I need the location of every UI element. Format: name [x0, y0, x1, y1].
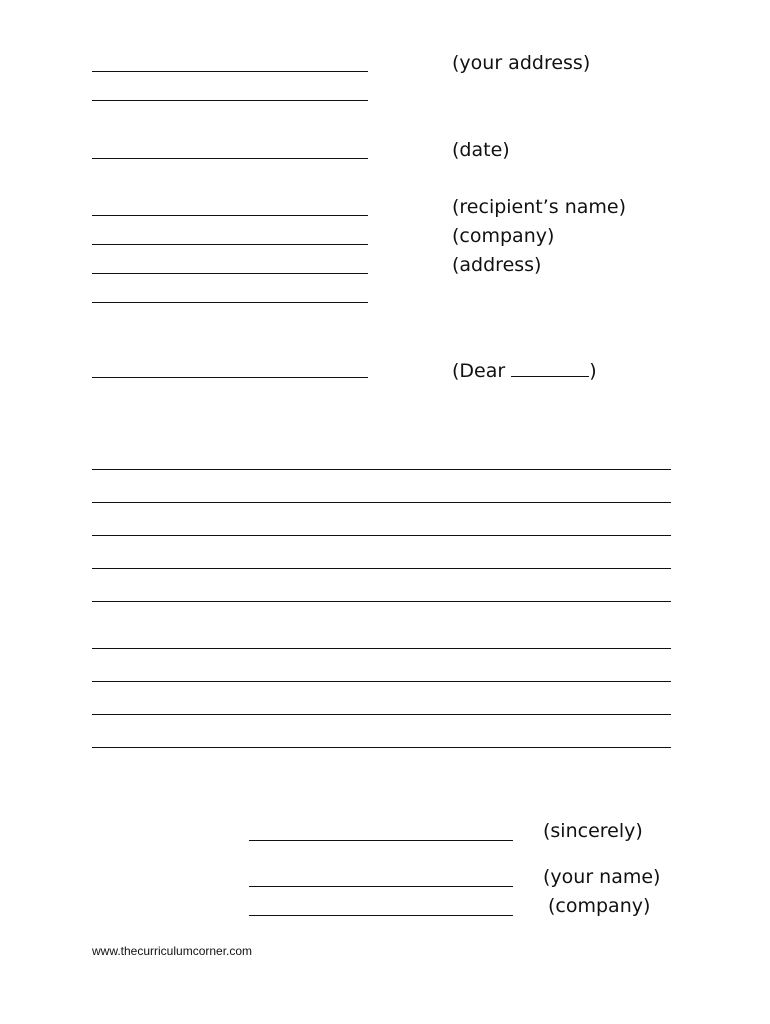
- dear-label: [452, 358, 597, 382]
- closing-company-label: (company): [548, 895, 651, 917]
- greeting-line[interactable]: [92, 377, 368, 378]
- signature-company-line[interactable]: [249, 915, 513, 916]
- recipient-company-line[interactable]: [92, 244, 368, 245]
- address-line-2[interactable]: [92, 100, 368, 101]
- signature-name-line[interactable]: [249, 886, 513, 887]
- sincerely-label: (sincerely): [543, 820, 643, 842]
- body-line-2[interactable]: [92, 502, 671, 503]
- date-label: (date): [452, 139, 510, 161]
- body-line-6[interactable]: [92, 648, 671, 649]
- date-line[interactable]: [92, 158, 368, 159]
- company-label: (company): [452, 225, 555, 247]
- recipient-name-label: (recipient’s name): [452, 196, 627, 218]
- address-label: (address): [452, 254, 542, 276]
- your-address-label: (your address): [452, 52, 591, 74]
- body-line-4[interactable]: [92, 568, 671, 569]
- recipient-name-line[interactable]: [92, 215, 368, 216]
- footer-website: www.thecurriculumcorner.com: [92, 944, 253, 958]
- address-line-1[interactable]: [92, 71, 368, 72]
- recipient-address-line-2[interactable]: [92, 302, 368, 303]
- body-line-8[interactable]: [92, 714, 671, 715]
- dear-open-text: (Dear: [452, 360, 512, 382]
- body-line-3[interactable]: [92, 535, 671, 536]
- body-line-5[interactable]: [92, 601, 671, 602]
- dear-blank-line[interactable]: [511, 358, 589, 377]
- body-line-1[interactable]: [92, 469, 671, 470]
- your-name-label: (your name): [543, 866, 661, 888]
- closing-line[interactable]: [249, 840, 513, 841]
- body-line-7[interactable]: [92, 681, 671, 682]
- recipient-address-line-1[interactable]: [92, 273, 368, 274]
- dear-close-text: ): [589, 360, 597, 382]
- body-line-9[interactable]: [92, 747, 671, 748]
